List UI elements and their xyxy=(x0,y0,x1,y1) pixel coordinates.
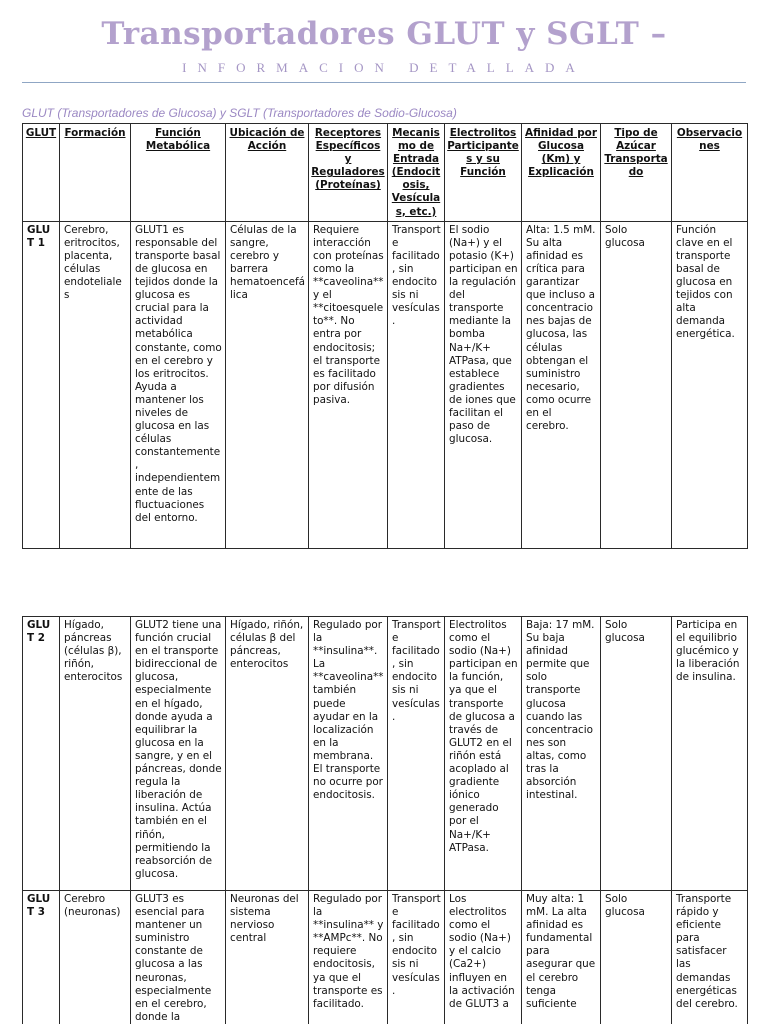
afinidad-cell: Alta: 1.5 mM. Su alta afinidad es crítica para garantizar que incluso a concentraciones bajas de glucosa, las células obtengan el suministro necesario, como ocurre en el cerebro. xyxy=(522,221,601,548)
receptores-cell: Regulado por la **insulina** y **AMPc**. No requiere endocitosis, ya que el transporte es facilitado. xyxy=(309,891,388,1024)
column-header: Función Metabólica xyxy=(131,124,226,222)
ubicacion-cell: Células de la sangre, cerebro y barrera hematoencefálica xyxy=(226,221,309,548)
table-row xyxy=(23,617,748,891)
glut-name-cell: GLUT 1 xyxy=(23,221,60,548)
mecanismo-cell: Transporte facilitado, sin endocitosis ni vesículas. xyxy=(388,891,445,1024)
funcion-cell: GLUT3 es esencial para mantener un suministro constante de glucosa a las neuronas, especialmente en el cerebro, donde la xyxy=(131,891,226,1024)
mecanismo-cell: Transporte facilitado, sin endocitosis ni vesículas. xyxy=(388,221,445,548)
observaciones-cell: Función clave en el transporte basal de glucosa en tejidos con alta demanda energética. xyxy=(672,221,748,548)
formacion-cell: Cerebro, eritrocitos, placenta, células endoteliales xyxy=(60,221,131,548)
funcion-cell: GLUT2 tiene una función crucial en el transporte bidireccional de glucosa, especialmente en el hígado, donde ayuda a equilibrar la glucosa en la sangre, y en el páncreas, donde regula la liberación de insulina. Actúa también en el riñón, permitiendo la reabsorción de glucosa. xyxy=(131,617,226,891)
document-subtitle: INFORMACION DETALLADA xyxy=(182,60,586,75)
afinidad-cell: Muy alta: 1 mM. La alta afinidad es fundamental para asegurar que el cerebro tenga suficiente xyxy=(522,891,601,1024)
electrolitos-cell: El sodio (Na+) y el potasio (K+) participan en la regulación del transporte mediante la bomba Na+/K+ ATPasa, que establece gradientes de iones que facilitan el paso de glucosa. xyxy=(445,221,522,548)
column-header: Electrolitos Participantes y su Función xyxy=(445,124,522,222)
tipo-azucar-cell: Solo glucosa xyxy=(601,221,672,548)
electrolitos-cell: Electrolitos como el sodio (Na+) participan en la función, ya que el transporte de glucosa a través de GLUT2 en el riñón está acoplado al gradiente iónico generado por el Na+/K+ ATPasa. xyxy=(445,617,522,891)
glut-name-cell: GLUT 2 xyxy=(23,617,60,891)
electrolitos-cell: Los electrolitos como el sodio (Na+) y el calcio (Ca2+) influyen en la activación de GLUT3 a xyxy=(445,891,522,1024)
section-heading: GLUT (Transportadores de Glucosa) y SGLT (Transportadores de Sodio-Glucosa) xyxy=(22,106,457,120)
receptores-cell: Regulado por la **insulina**. La **caveolina** también puede ayudar en la localización en la membrana. El transporte no ocurre por endocitosis. xyxy=(309,617,388,891)
column-header: Receptores Específicos y Reguladores (Proteínas) xyxy=(309,124,388,222)
column-header: Tipo de Azúcar Transportado xyxy=(601,124,672,222)
column-header: GLUT xyxy=(23,124,60,222)
afinidad-cell: Baja: 17 mM. Su baja afinidad permite que solo transporte glucosa cuando las concentraciones son altas, como tras la absorción intestinal. xyxy=(522,617,601,891)
column-header: Mecanismo de Entrada (Endocitosis, Vesículas, etc.) xyxy=(388,124,445,222)
column-header: Afinidad por Glucosa (Km) y Explicación xyxy=(522,124,601,222)
tipo-azucar-cell: Solo glucosa xyxy=(601,617,672,891)
table-row xyxy=(23,221,748,548)
table-row xyxy=(23,891,748,1024)
column-header: Observaciones xyxy=(672,124,748,222)
title-divider xyxy=(22,82,746,83)
column-header: Formación xyxy=(60,124,131,222)
observaciones-cell: Participa en el equilibrio glucémico y la liberación de insulina. xyxy=(672,617,748,891)
formacion-cell: Hígado, páncreas (células β), riñón, enterocitos xyxy=(60,617,131,891)
funcion-cell: GLUT1 es responsable del transporte basal de glucosa en tejidos donde la glucosa es crucial para la actividad metabólica constante, como en el cerebro y los eritrocitos. Ayuda a mantener los niveles de glucosa en las células constantemente, independientemente de las fluctuaciones del entorno. xyxy=(131,221,226,548)
receptores-cell: Requiere interacción con proteínas como la **caveolina** y el **citoesqueleto**. No entra por endocitosis; el transporte es facilitado por difusión pasiva. xyxy=(309,221,388,548)
glut-table-page-1 xyxy=(22,123,748,549)
document-title: Transportadores GLUT y SGLT – xyxy=(101,16,667,52)
tipo-azucar-cell: Solo glucosa xyxy=(601,891,672,1024)
ubicacion-cell: Neuronas del sistema nervioso central xyxy=(226,891,309,1024)
glut-table-page-2 xyxy=(22,616,748,1024)
column-header: Ubicación de Acción xyxy=(226,124,309,222)
ubicacion-cell: Hígado, riñón, células β del páncreas, enterocitos xyxy=(226,617,309,891)
mecanismo-cell: Transporte facilitado, sin endocitosis ni vesículas. xyxy=(388,617,445,891)
glut-name-cell: GLUT 3 xyxy=(23,891,60,1024)
formacion-cell: Cerebro (neuronas) xyxy=(60,891,131,1024)
table-header-row xyxy=(23,124,748,222)
observaciones-cell: Transporte rápido y eficiente para satisfacer las demandas energéticas del cerebro. xyxy=(672,891,748,1024)
